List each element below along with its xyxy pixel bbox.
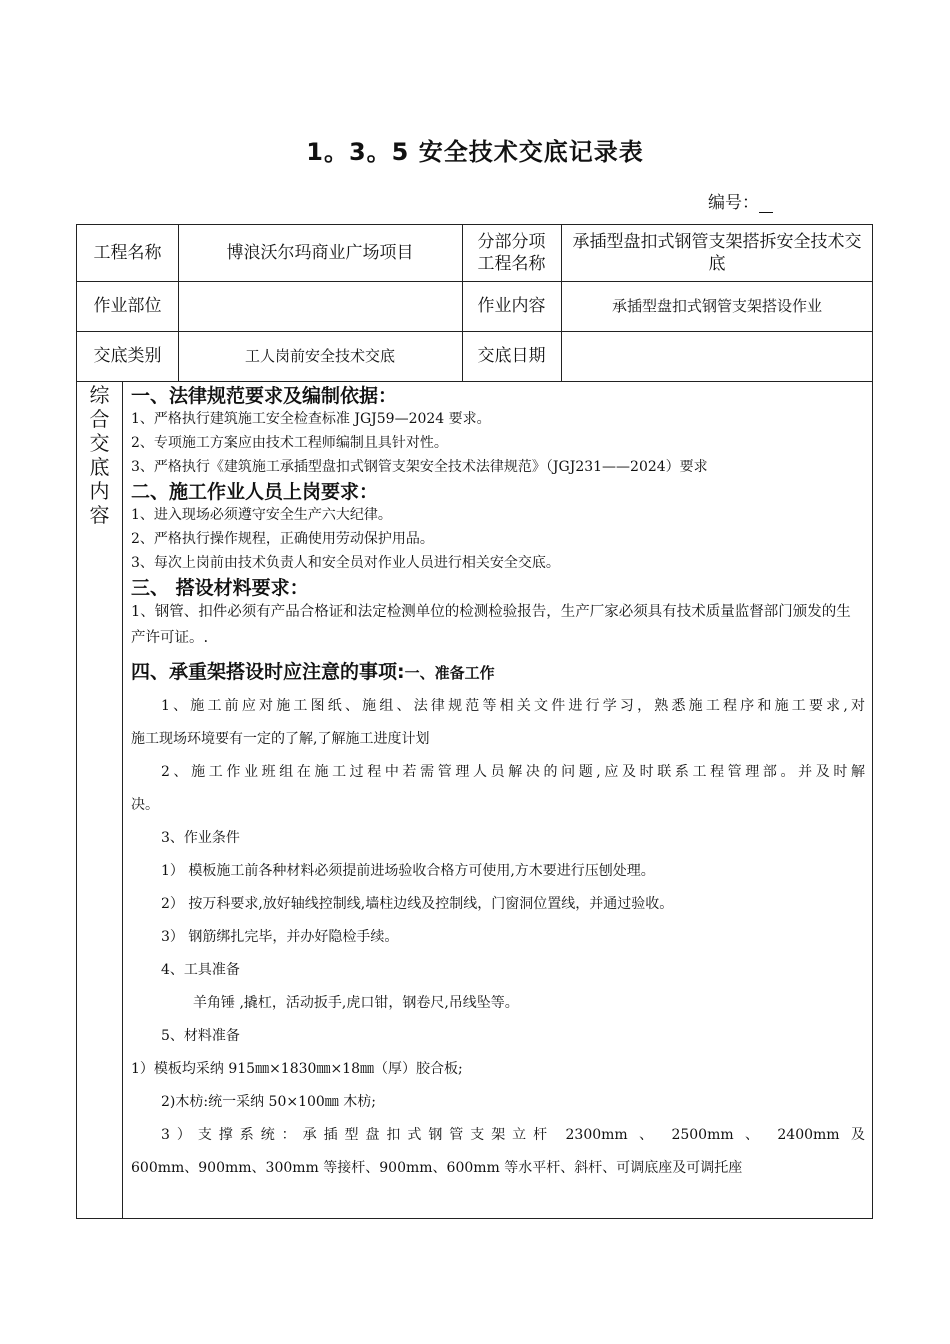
paragraph: 1）模板均采纳 915㎜×1830㎜×18㎜（厚）胶合板; bbox=[131, 1061, 463, 1077]
section-1-item: 1、严格执行建筑施工安全检查标准 JGJ59—2024 要求。 bbox=[131, 411, 491, 427]
briefing-date-label: 交底日期 bbox=[477, 346, 546, 366]
section-4-subheading: 一、准备工作 bbox=[404, 664, 495, 682]
paragraph: 决。 bbox=[131, 797, 159, 813]
briefing-date-value bbox=[561, 331, 873, 381]
sub-project-value: 承插型盘扣式钢管支架搭拆安全技术交底 bbox=[572, 232, 862, 274]
paragraph: 施工现场环境要有一定的了解,了解施工进度计划 bbox=[131, 731, 430, 747]
briefing-type-label: 交底类别 bbox=[93, 346, 162, 366]
work-content-value: 承插型盘扣式钢管支架搭设作业 bbox=[611, 297, 822, 315]
section-2-title: 二、施工作业人员上岗要求： bbox=[131, 481, 379, 503]
paragraph: 1、施工前应对施工图纸、施组、法律规范等相关文件进行学习，熟悉施工程序和施工要求,对 bbox=[161, 698, 865, 714]
project-name-value: 博浪沃尔玛商业广场项目 bbox=[226, 243, 414, 263]
briefing-table bbox=[76, 224, 873, 1219]
section-1-item: 3、严格执行《建筑施工承插型盘扣式钢管支架安全技术法律规范》（JGJ231——2024）要求 bbox=[131, 459, 708, 475]
section-4-title bbox=[131, 661, 865, 684]
briefing-content bbox=[123, 381, 873, 1185]
side-char: 容 bbox=[89, 503, 110, 527]
section-1-item: 2、专项施工方案应由技术工程师编制且具针对性。 bbox=[131, 435, 448, 451]
paragraph: 1） 模板施工前各种材料必须提前进场验收合格方可使用,方木要进行压刨处理。 bbox=[161, 863, 655, 879]
paragraph: 600mm、900mm、300mm 等接杆、900mm、600mm 等水平杆、斜杆、可调底座及可调托座 bbox=[131, 1160, 743, 1176]
work-location-value bbox=[178, 281, 462, 331]
section-2-item: 3、每次上岗前由技术负责人和安全员对作业人员进行相关安全交底。 bbox=[131, 555, 560, 571]
doc-number-blank bbox=[759, 196, 773, 213]
paragraph: 3） 钢筋绑扎完毕，并办好隐检手续。 bbox=[161, 929, 399, 945]
section-1-title: 一、法律规范要求及编制依据： bbox=[131, 385, 398, 407]
paragraph: 羊角锤 ,撬杠，活动扳手,虎口钳，钢卷尺,吊线坠等。 bbox=[193, 995, 519, 1011]
paragraph: 2)木枋:统一采纳 50×100㎜ 木枋; bbox=[161, 1094, 376, 1110]
side-char: 综 bbox=[89, 383, 110, 407]
page-title: 1。3。5 安全技术交底记录表 bbox=[306, 138, 644, 166]
paragraph: 4、工具准备 bbox=[161, 962, 240, 978]
doc-number bbox=[708, 188, 773, 213]
paragraph: 2、施工作业班组在施工过程中若需管理人员解决的问题,应及时联系工程管理部。并及时解 bbox=[161, 764, 865, 780]
section-2-item: 2、严格执行操作规程，正确使用劳动保护用品。 bbox=[131, 531, 434, 547]
section-3-item: 1、钢管、扣件必须有产品合格证和法定检测单位的检测检验报告，生产厂家必须具有技术质量监督部门颁发的生产许可证。. bbox=[131, 604, 851, 646]
work-content-label: 作业内容 bbox=[477, 296, 546, 316]
content-side-label bbox=[77, 381, 122, 527]
section-4-heading: 四、承重架搭设时应注意的事项: bbox=[131, 661, 405, 683]
section-2-item: 1、进入现场必须遵守安全生产六大纪律。 bbox=[131, 507, 392, 523]
side-char: 底 bbox=[89, 455, 110, 479]
paragraph: 2） 按万科要求,放好轴线控制线,墙柱边线及控制线，门窗洞位置线，并通过验收。 bbox=[161, 896, 674, 912]
paragraph: 5、材料准备 bbox=[161, 1028, 240, 1044]
doc-number-label: 编号： bbox=[708, 193, 759, 213]
side-char: 交 bbox=[89, 431, 110, 455]
paragraph: 3、作业条件 bbox=[161, 830, 240, 846]
paragraph: 3）支撑系统：承插型盘扣式钢管支架立杆 2300mm 、 2500mm 、 2400mm 及 bbox=[161, 1127, 865, 1143]
sub-project-label: 分部分项工程名称 bbox=[477, 232, 546, 274]
section-3-title: 三、 搭设材料要求： bbox=[131, 577, 309, 599]
side-char: 内 bbox=[89, 479, 110, 503]
project-name-label: 工程名称 bbox=[93, 243, 162, 263]
work-location-label: 作业部位 bbox=[93, 296, 162, 316]
briefing-type-value: 工人岗前安全技术交底 bbox=[244, 347, 395, 365]
side-char: 合 bbox=[89, 407, 110, 431]
